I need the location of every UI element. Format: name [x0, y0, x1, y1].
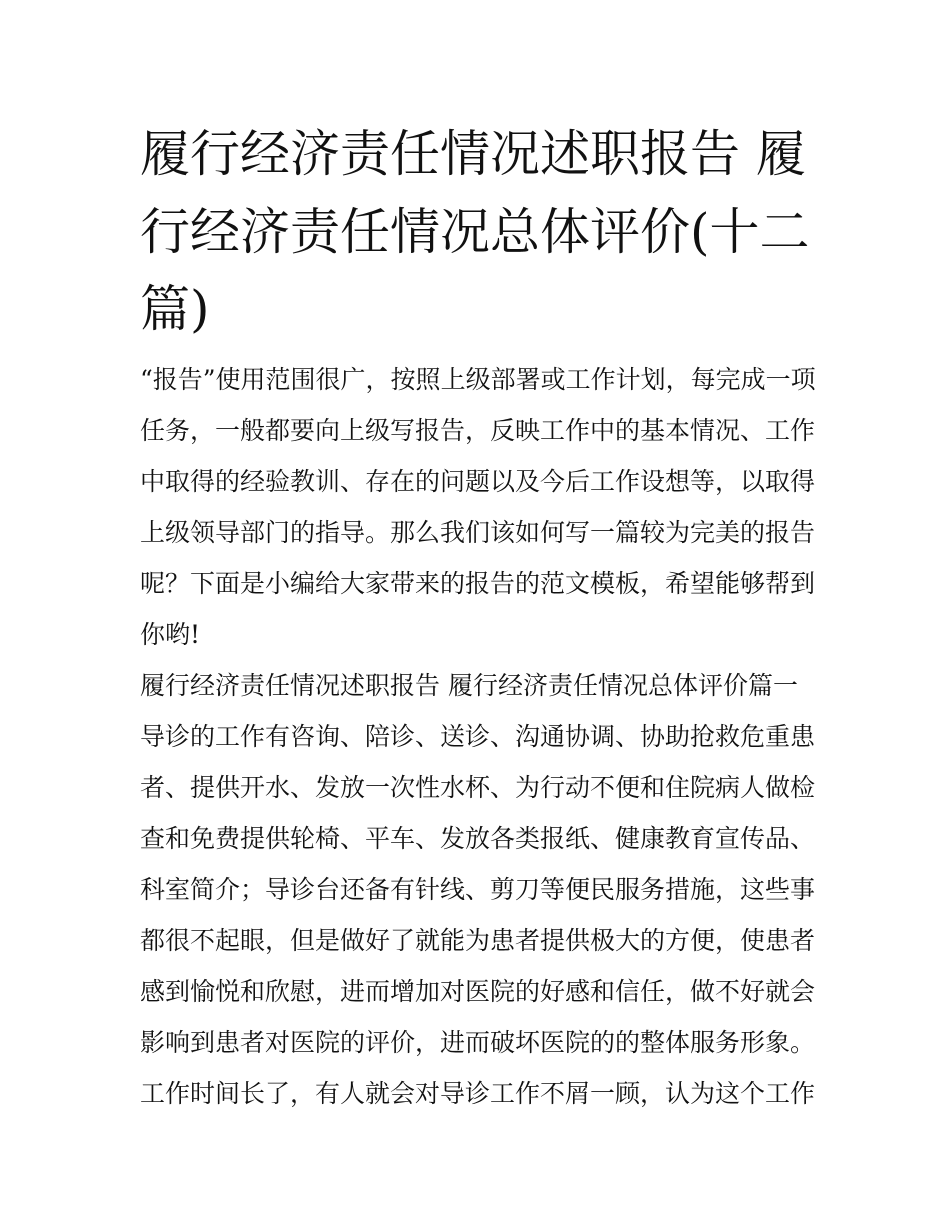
body-line: 科室简介；导诊台还备有针线、剪刀等便民服务措施，这些事 — [140, 875, 816, 904]
body-line: 感到愉悦和欣慰，进而增加对医院的好感和信任，做不好就会 — [140, 977, 816, 1006]
section-heading: 履行经济责任情况述职报告 履行经济责任情况总体评价篇一 — [140, 671, 798, 700]
body-line: 者、提供开水、发放一次性水杯、为行动不便和住院病人做检 — [140, 773, 816, 802]
title-line-2: 行经济责任情况总体评价(十二 — [140, 202, 810, 261]
body-line: 都很不起眼，但是做好了就能为患者提供极大的方便，使患者 — [140, 926, 816, 955]
body-line: 呢？下面是小编给大家带来的报告的范文模板，希望能够帮到 — [140, 569, 816, 598]
body-line: 任务，一般都要向上级写报告，反映工作中的基本情况、工作 — [140, 416, 816, 445]
body-line: 你哟! — [140, 620, 201, 649]
body-line: 中取得的经验教训、存在的问题以及今后工作设想等，以取得 — [140, 467, 816, 496]
body-line: 工作时间长了，有人就会对导诊工作不屑一顾，认为这个工作 — [140, 1079, 816, 1108]
body-line: 上级领导部门的指导。那么我们该如何写一篇较为完美的报告 — [140, 518, 816, 547]
body-line: 导诊的工作有咨询、陪诊、送诊、沟通协调、协助抢救危重患 — [140, 722, 816, 751]
document-body — [140, 360, 820, 1125]
document-title — [140, 116, 815, 349]
title-line-3: 篇) — [140, 280, 210, 338]
title-line-1: 履行经济责任情况述职报告 履 — [140, 125, 806, 183]
body-line: 影响到患者对医院的评价，进而破坏医院的的整体服务形象。 — [140, 1028, 816, 1057]
body-line: 查和免费提供轮椅、平车、发放各类报纸、健康教育宣传品、 — [140, 824, 816, 853]
body-line: “报告”使用范围很广，按照上级部署或工作计划，每完成一项 — [140, 365, 816, 394]
